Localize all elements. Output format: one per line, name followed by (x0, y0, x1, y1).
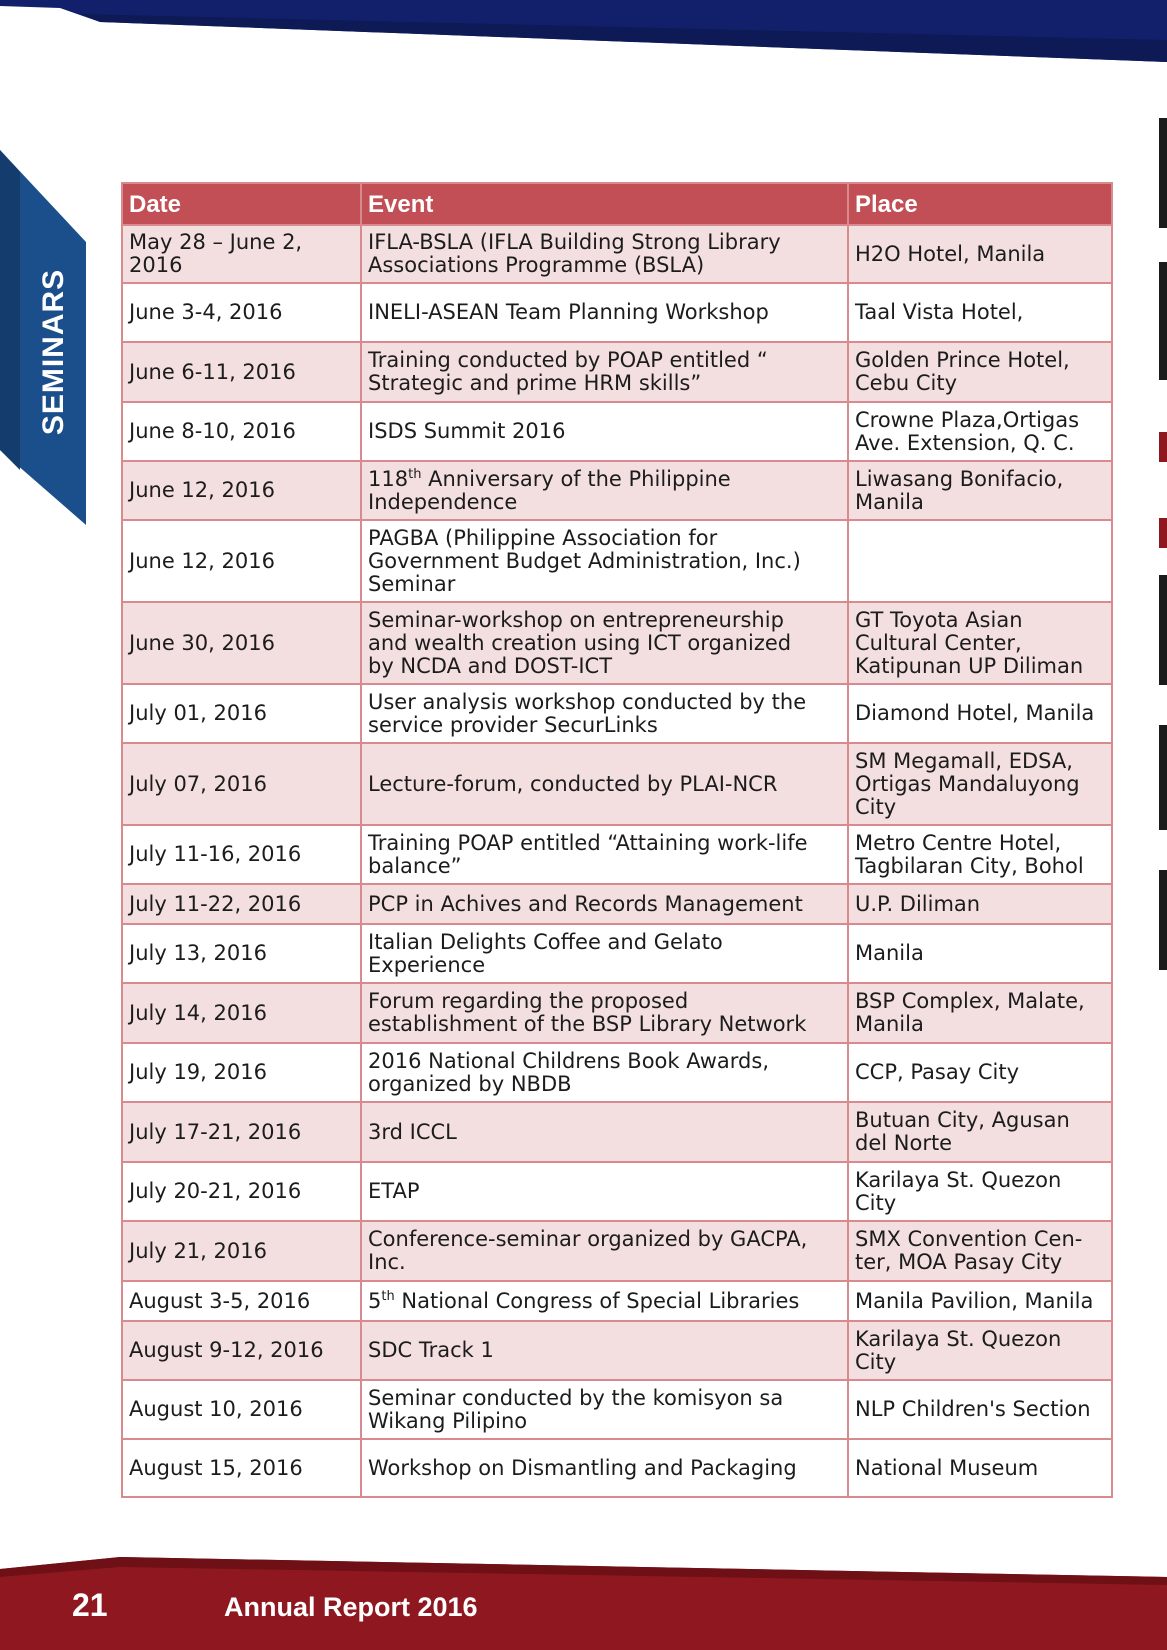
edge-fragment (1159, 575, 1167, 685)
event-cell: Seminar conducted by the komisyon sa Wikang Pilipino (361, 1380, 848, 1439)
place-column-header: Place (848, 183, 1112, 225)
table-row (122, 1162, 1112, 1221)
table-row (122, 825, 1112, 884)
date-cell: July 11-16, 2016 (122, 825, 361, 884)
place-cell: Karilaya St. Quezon City (848, 1162, 1112, 1221)
date-cell: August 10, 2016 (122, 1380, 361, 1439)
event-cell: Forum regarding the proposed establishment of the BSP Library Network (361, 983, 848, 1043)
table-row (122, 924, 1112, 983)
event-cell: 2016 National Childrens Book Awards, organized by NBDB (361, 1043, 848, 1102)
table-row (122, 342, 1112, 402)
table-row (122, 684, 1112, 743)
place-cell: National Museum (848, 1439, 1112, 1497)
event-ordinal: 118 (368, 466, 409, 491)
date-cell: May 28 – June 2, 2016 (122, 225, 361, 283)
table-row (122, 520, 1112, 602)
edge-fragment (1159, 432, 1167, 462)
place-cell: Crowne Plaza,Ortigas Ave. Extension, Q. C. (848, 402, 1112, 461)
table-row (122, 602, 1112, 684)
table-row (122, 1102, 1112, 1162)
date-cell: July 11-22, 2016 (122, 884, 361, 924)
date-cell: June 6-11, 2016 (122, 342, 361, 402)
date-cell: June 30, 2016 (122, 602, 361, 684)
place-cell (848, 520, 1112, 602)
event-cell: Conference-seminar organized by GACPA, Inc. (361, 1221, 848, 1281)
event-cell: Training conducted by POAP entitled “ Strategic and prime HRM skills” (361, 342, 848, 402)
report-title: Annual Report 2016 (224, 1592, 478, 1622)
event-cell: ETAP (361, 1162, 848, 1221)
place-cell: Golden Prince Hotel, Cebu City (848, 342, 1112, 402)
table-row (122, 225, 1112, 283)
place-cell: NLP Children's Section (848, 1380, 1112, 1439)
event-ordinal: 5 (368, 1288, 382, 1313)
event-cell: INELI-ASEAN Team Planning Workshop (361, 283, 848, 342)
place-cell: Manila Pavilion, Manila (848, 1281, 1112, 1321)
section-title: SEMINARS (37, 268, 70, 436)
date-cell: June 8-10, 2016 (122, 402, 361, 461)
event-cell: Italian Delights Coffee and Gelato Experience (361, 924, 848, 983)
page-number: 21 (72, 1587, 108, 1623)
event-column-header: Event (361, 183, 848, 225)
table-row (122, 1043, 1112, 1102)
event-text: Anniversary of the Philippine Independence (368, 466, 731, 514)
table-row (122, 1380, 1112, 1439)
place-cell: H2O Hotel, Manila (848, 225, 1112, 283)
footer-band (0, 1555, 1167, 1650)
date-cell: July 20-21, 2016 (122, 1162, 361, 1221)
event-cell: Training POAP entitled “Attaining work-life balance” (361, 825, 848, 884)
event-cell: ISDS Summit 2016 (361, 402, 848, 461)
date-cell: June 12, 2016 (122, 520, 361, 602)
event-cell: PAGBA (Philippine Association for Government Budget Administration, Inc.) Seminar (361, 520, 848, 602)
event-text: National Congress of Special Libraries (394, 1288, 800, 1313)
edge-fragment (1159, 518, 1167, 548)
date-cell: July 01, 2016 (122, 684, 361, 743)
event-cell: User analysis workshop conducted by the service provider SecurLinks (361, 684, 848, 743)
top-header-band (0, 0, 1167, 70)
ordinal-suffix: th (381, 1288, 395, 1304)
table-row (122, 1321, 1112, 1380)
edge-fragment (1159, 870, 1167, 970)
place-cell: BSP Complex, Malate, Manila (848, 983, 1112, 1043)
event-cell (361, 1281, 848, 1321)
event-cell (361, 461, 848, 520)
place-cell: Butuan City, Agusan del Norte (848, 1102, 1112, 1162)
place-cell: Liwasang Bonifacio, Manila (848, 461, 1112, 520)
place-cell: SM Megamall, EDSA, Ortigas Mandaluyong City (848, 743, 1112, 825)
place-cell: CCP, Pasay City (848, 1043, 1112, 1102)
date-cell: July 13, 2016 (122, 924, 361, 983)
table-row (122, 743, 1112, 825)
date-column-header: Date (122, 183, 361, 225)
table-row (122, 461, 1112, 520)
table-row (122, 1439, 1112, 1497)
event-cell: 3rd ICCL (361, 1102, 848, 1162)
place-cell: Karilaya St. Quezon City (848, 1321, 1112, 1380)
place-cell: GT Toyota Asian Cultural Center, Katipunan UP Diliman (848, 602, 1112, 684)
date-cell: July 21, 2016 (122, 1221, 361, 1281)
place-cell: Taal Vista Hotel, (848, 283, 1112, 342)
date-cell: August 15, 2016 (122, 1439, 361, 1497)
event-cell: Workshop on Dismantling and Packaging (361, 1439, 848, 1497)
event-cell: Lecture-forum, conducted by PLAI-NCR (361, 743, 848, 825)
table-row (122, 884, 1112, 924)
table-row (122, 283, 1112, 342)
date-cell: July 17-21, 2016 (122, 1102, 361, 1162)
table-row (122, 1281, 1112, 1321)
date-cell: July 19, 2016 (122, 1043, 361, 1102)
ordinal-suffix: th (408, 466, 422, 482)
event-cell: SDC Track 1 (361, 1321, 848, 1380)
edge-fragment (1159, 262, 1167, 380)
event-cell: Seminar-workshop on entrepreneurship and wealth creation using ICT organized by NCDA and DOST-ICT (361, 602, 848, 684)
place-cell: SMX Convention Cen- ter, MOA Pasay City (848, 1221, 1112, 1281)
table-row (122, 402, 1112, 461)
place-cell: U.P. Diliman (848, 884, 1112, 924)
edge-fragment (1159, 118, 1167, 228)
date-cell: August 3-5, 2016 (122, 1281, 361, 1321)
date-cell: August 9-12, 2016 (122, 1321, 361, 1380)
seminars-table (121, 182, 1113, 1498)
edge-fragment (1159, 725, 1167, 830)
place-cell: Manila (848, 924, 1112, 983)
table-row (122, 983, 1112, 1043)
event-cell: PCP in Achives and Records Management (361, 884, 848, 924)
event-cell: IFLA-BSLA (IFLA Building Strong Library Associations Programme (BSLA) (361, 225, 848, 283)
date-cell: June 12, 2016 (122, 461, 361, 520)
table-header-row (122, 183, 1112, 225)
place-cell: Diamond Hotel, Manila (848, 684, 1112, 743)
date-cell: June 3-4, 2016 (122, 283, 361, 342)
date-cell: July 14, 2016 (122, 983, 361, 1043)
date-cell: July 07, 2016 (122, 743, 361, 825)
table-row (122, 1221, 1112, 1281)
place-cell: Metro Centre Hotel, Tagbilaran City, Bohol (848, 825, 1112, 884)
